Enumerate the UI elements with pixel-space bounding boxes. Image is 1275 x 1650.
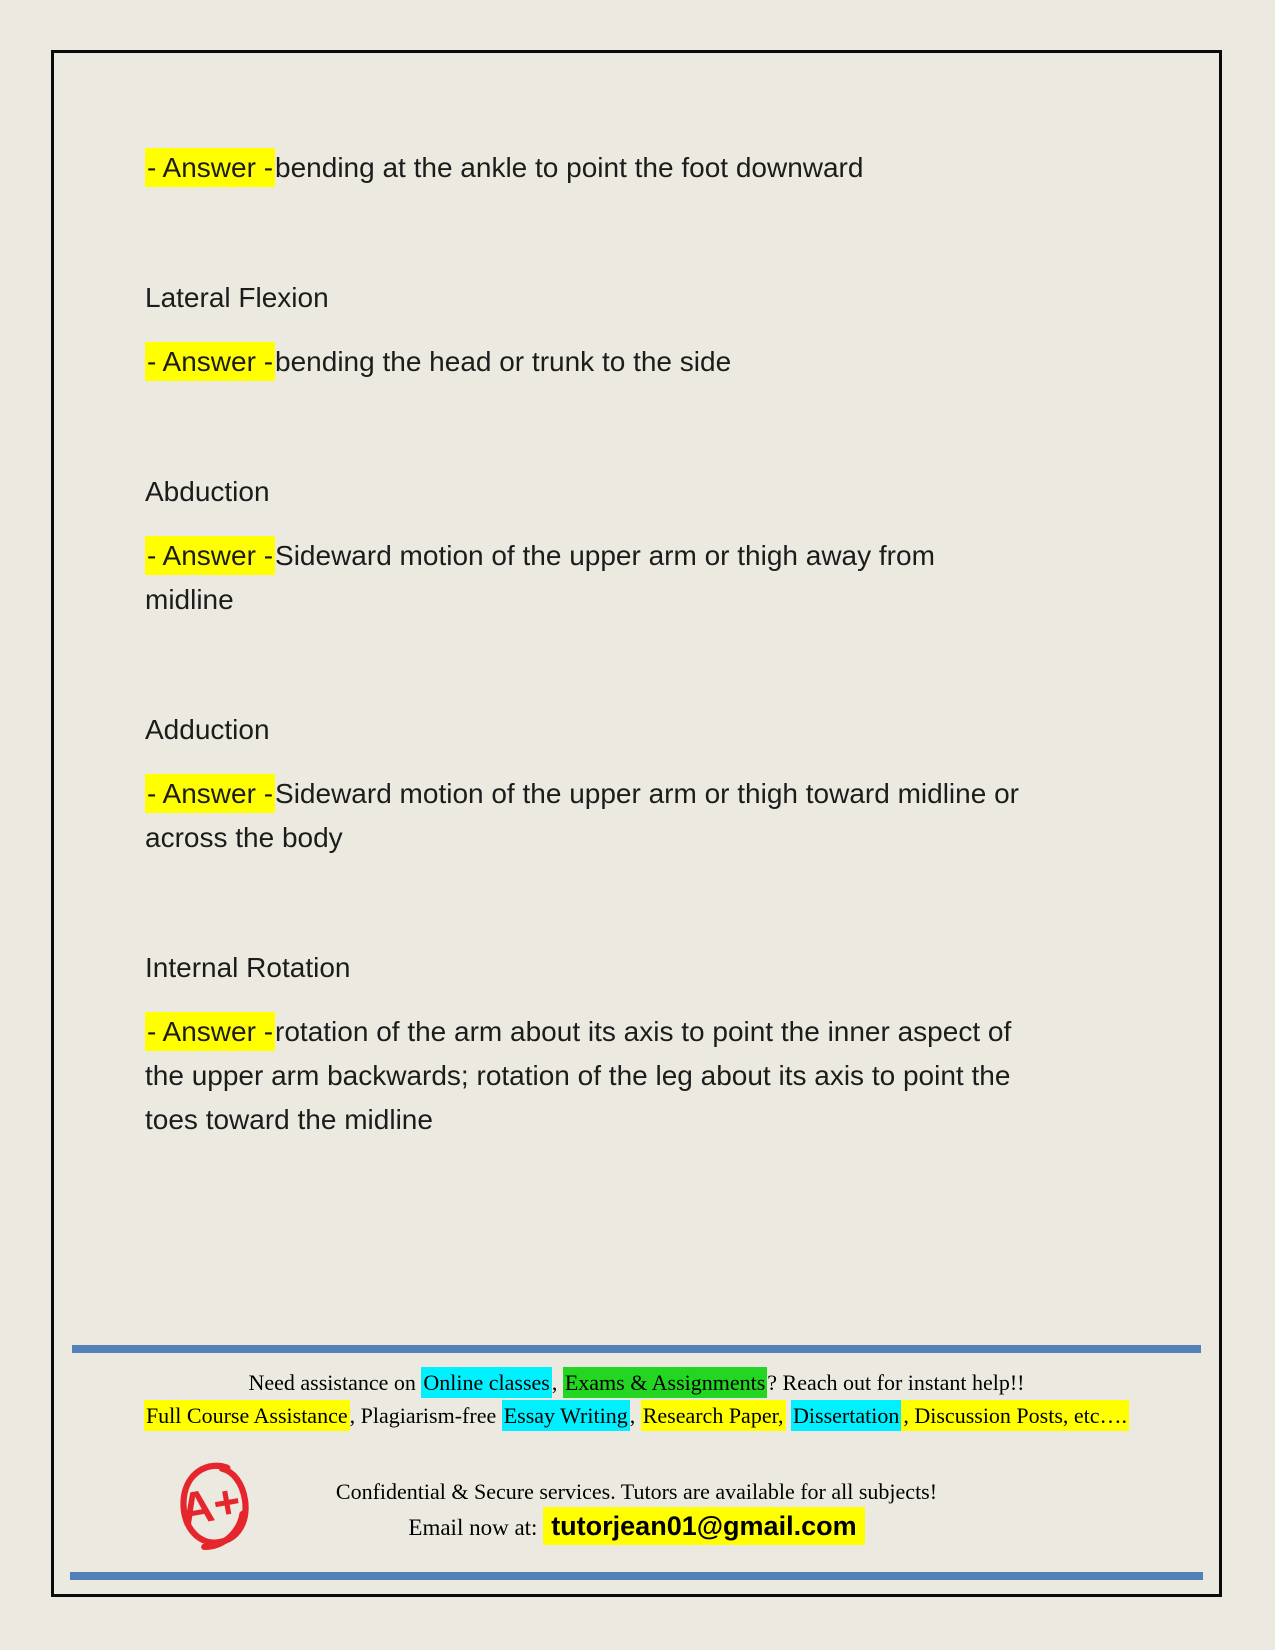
footer-services-line <box>54 1403 1219 1429</box>
footer-confidential-line: Confidential & Secure services. Tutors are available for all subjects! <box>335 1479 938 1504</box>
email-label: Email now at: <box>408 1515 538 1540</box>
answer-text: Sideward motion of the upper arm or thigh toward midline or across the body <box>145 778 1019 853</box>
footer-text: , <box>551 1370 563 1395</box>
answer-paragraph <box>145 1010 1030 1142</box>
term-heading-internal-rotation: Internal Rotation <box>145 952 351 983</box>
highlight-essay-writing: Essay Writing <box>502 1400 630 1431</box>
answer-paragraph <box>145 772 1030 860</box>
highlight-exams-assignments: Exams & Assignments <box>563 1367 767 1398</box>
footer-text: , <box>629 1403 641 1428</box>
document-content <box>145 53 1030 1142</box>
highlight-research-paper: Research Paper, <box>641 1400 786 1431</box>
answer-paragraph <box>145 340 1030 384</box>
divider-line-top <box>72 1345 1201 1353</box>
answer-label-highlight: - Answer - <box>145 1012 275 1051</box>
answer-label-highlight: - Answer - <box>145 774 275 813</box>
answer-text: rotation of the arm about its axis to point the inner aspect of the upper arm backwards; rotation of the leg about its axis to point the toes toward the midline <box>145 1016 1012 1135</box>
answer-text: Sideward motion of the upper arm or thigh away from midline <box>145 540 935 615</box>
highlight-dissertation: Dissertation <box>791 1400 901 1431</box>
term-heading-adduction: Adduction <box>145 714 270 745</box>
footer-text: Need assistance on <box>248 1370 422 1395</box>
highlight-full-course-assistance: Full Course Assistance <box>144 1400 350 1431</box>
answer-label-highlight: - Answer - <box>145 536 275 575</box>
a-plus-logo <box>174 1458 254 1554</box>
answer-text: bending the head or trunk to the side <box>275 346 732 377</box>
footer-text: ? Reach out for instant help!! <box>767 1370 1025 1395</box>
answer-paragraph <box>145 534 1030 622</box>
highlight-online-classes: Online classes <box>421 1367 551 1398</box>
term-heading-lateral-flexion: Lateral Flexion <box>145 282 329 313</box>
logo-a-plus-text: A+ <box>175 1474 245 1536</box>
footer-help-line <box>54 1370 1219 1396</box>
answer-label-highlight: - Answer - <box>145 148 275 187</box>
term-heading-abduction: Abduction <box>145 476 270 507</box>
answer-label-highlight: - Answer - <box>145 342 275 381</box>
highlight-discussion-posts: , Discussion Posts, etc…. <box>901 1400 1129 1431</box>
answer-text: bending at the ankle to point the foot downward <box>275 152 864 183</box>
footer-text: , Plagiarism-free <box>349 1403 502 1428</box>
divider-line-bottom <box>70 1572 1203 1580</box>
email-address[interactable]: tutorjean01@gmail.com <box>543 1507 864 1545</box>
document-frame <box>51 50 1222 1597</box>
answer-paragraph <box>145 146 1030 190</box>
